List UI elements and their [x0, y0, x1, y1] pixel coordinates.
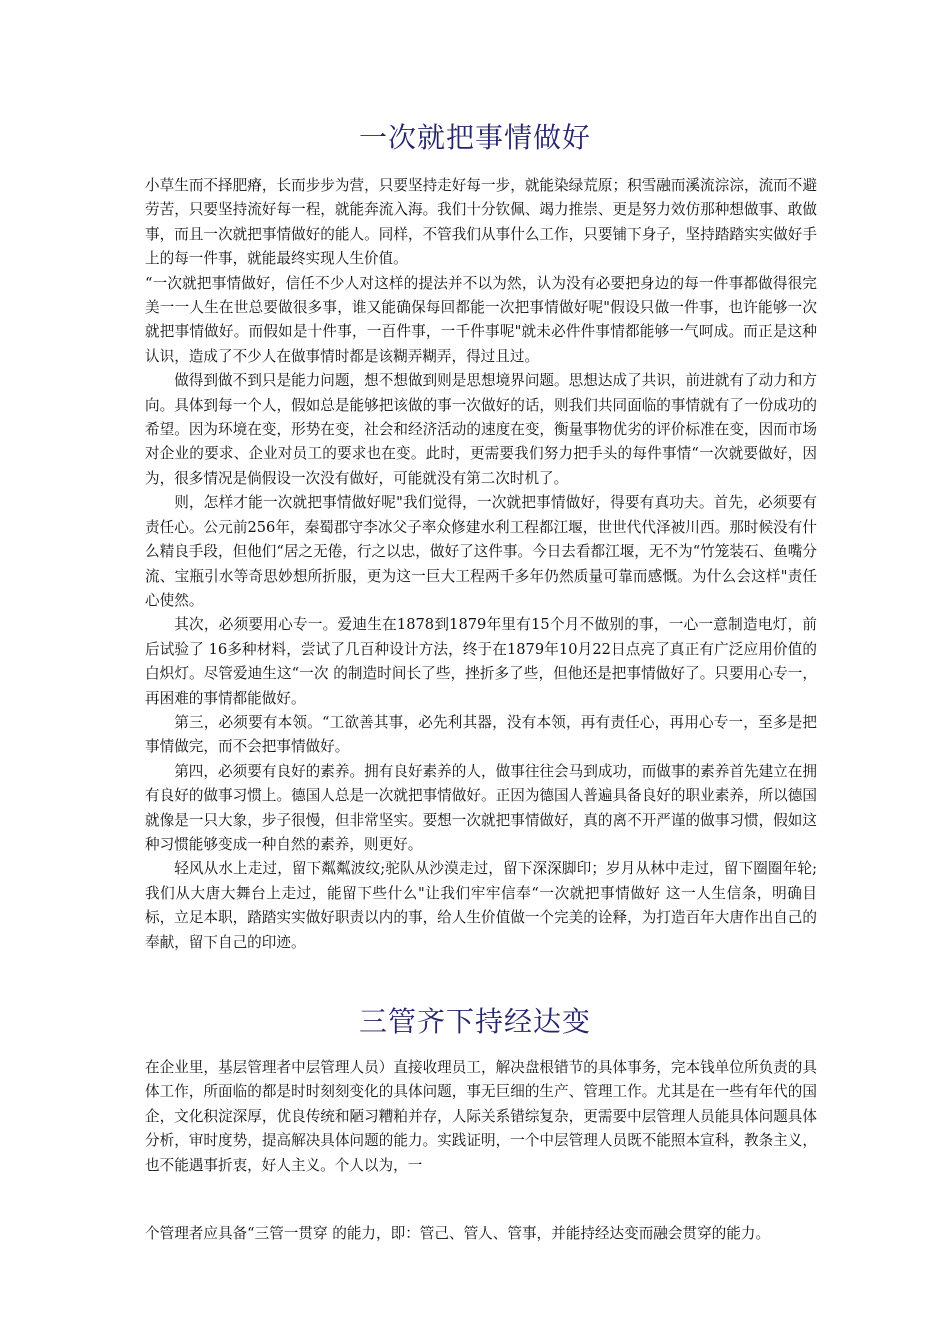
paragraph: 做得到做不到只是能力问题，想不想做到则是思想境界问题。思想达成了共识，前进就有了动力和方向。具体到每一个人，假如总是能够把该做的事一次做好的话，则我们共同面临的事情就有了一份成功的希望。因为环境在变，形势在变，社会和经济活动的速度在变，衡量事物优劣的评价标准在变，因而市场对企业的要求、企业对员工的要求也在变。此时，更需要我们努力把手头的每件事情“一次就要做好，因为，很多情况是倘假设一次没有做好，可能就没有第二次时机了。 — [145, 372, 817, 487]
paragraph: 轻风从水上走过，留下粼粼波纹;驼队从沙漠走过，留下深深脚印；岁月从林中走过，留下圈圈年轮;我们从大唐大舞台上走过，能留下些什么"让我们牢牢信奉“一次就把事情做好 这一人生信条，明确目标，立足本职，踏踏实实做好职责以内的事，给人生价值做一个完美的诠释，为打造百年大唐作出自己的奉献，留下自己的印迹。 — [145, 860, 817, 951]
paragraph: 则，怎样才能一次就把事情做好呢"我们觉得，一次就把事情做好，得要有真功夫。首先，必须要有责任心。公元前256年，秦蜀郡守李冰父子率众修建水利工程都江堰，世世代代泽被川西。那时候没有什么精良手段，但他们“居之无倦，行之以忠，做好了这件事。今日去看都江堰，无不为“竹笼装石、鱼嘴分流、宝瓶引水等奇思妙想所折服，更为这一巨大工程两千多年仍然质量可靠而感慨。为什么会这样"责任心使然。 — [145, 494, 817, 609]
article-continuation — [145, 1226, 817, 1242]
article-title: 三管齐下持经达变 — [358, 1005, 591, 1038]
paragraph: 个管理者应具备“三管一贯穿 的能力，即：管己、管人、管事，并能持经达变而融会贯穿的能力。 — [145, 1225, 771, 1242]
paragraph: 在企业里，基层管理者中层管理人员）直接收理员工，解决盘根错节的具体事务，完本钱单位所负责的具体工作，所面临的都是时时刻刻变化的具体问题，事无巨细的生产、管理工作。尤其是在一些有年代的国企，文化积淀深厚，优良传统和陋习糟粕并存，人际关系错综复杂，更需要中层管理人员能具体问题具体分析，审时度势，提高解决具体问题的能力。实践证明，一个中层管理人员既不能照本宣科，教条主义，也不能遇事折衷，好人主义。个人以为，一 — [145, 1059, 817, 1174]
article-body — [145, 1056, 817, 1178]
article-title: 一次就把事情做好 — [358, 121, 591, 154]
paragraph: 第三，必须要有本领。“工欲善其事，必先利其器，没有本领，再有责任心，再用心专一，至多是把事情做完，而不会把事情做好。 — [145, 713, 817, 756]
paragraph: 小草生而不择肥瘠，长而步步为营，只要坚持走好每一步，就能染绿荒原；积雪融而溪流淙淙，流而不避劳苦，只要坚持流好每一程，就能奔流入海。我们十分钦佩、竭力推崇、更是努力效仿那种想做事、敢做事，而且一次就把事情做好的能人。同样，不管我们从事什么工作，只要铺下身子，坚持踏踏实实做好手上的每一件事，就能最终实现人生价值。 — [145, 177, 817, 268]
article-body — [145, 174, 817, 955]
paragraph: 第四，必须要有良好的素养。拥有良好素养的人，做事往往会马到成功，而做事的素养首先建立在拥有良好的做事习惯上。德国人总是一次就把事情做好。正因为德国人普遍具备良好的职业素养，所以德国就像是一只大象，步子很慢，但非常坚实。要想一次就把事情做好，真的离不开严谨的做事习惯，假如这种习惯能够变成一种自然的素养，则更好。 — [145, 762, 817, 853]
paragraph: 其次，必须要用心专一。爱迪生在1878到1879年里有15个月不做别的事，一心一意制造电灯，前后试验了 16多种材料，尝试了几百种设计方法，终于在1879年10月22日点亮了真正有广泛应用价值的白炽灯。尽管爱迪生这“一次 的制造时间长了些，挫折多了些，但他还是把事情做好了。只要用心专一，再困难的事情都能做好。 — [145, 616, 817, 707]
paragraph: “一次就把事情做好，信任不少人对这样的提法并不以为然，认为没有必要把身边的每一件事都做得很完美一一人生在世总要做很多事，谁又能确保每回都能一次把事情做好呢"假设只做一件事，也许能够一次就把事情做好。而假如是十件事，一百件事，一千件事呢"就未必件件事情都能够一气呵成。而正是这种认识，造成了不少人在做事情时都是该糊弄糊弄，得过且过。 — [145, 274, 817, 365]
